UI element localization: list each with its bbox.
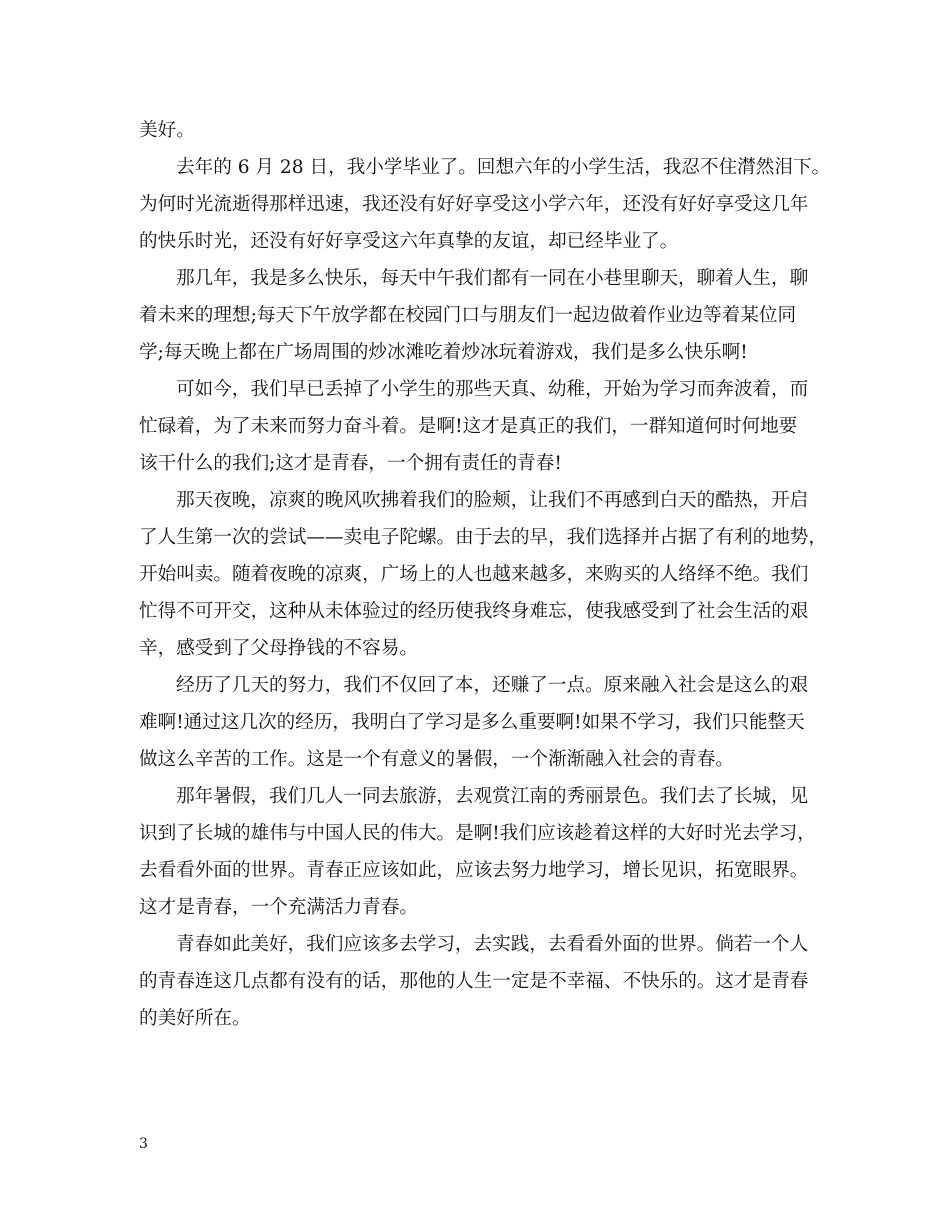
text-line: 着未来的理想;每天下午放学都在校园门口与朋友们一起边做着作业边等着某位同 [139,305,797,326]
text-line: 难啊!通过这几次的经历，我明白了学习是多么重要啊!如果不学习，我们只能整天 [139,712,805,733]
text-line: 忙得不可开交，这种从未体验过的经历使我终身难忘，使我感受到了社会生活的艰 [139,601,809,622]
text-line: 可如今，我们早已丢掉了小学生的那些天真、幼稚，开始为学习而奔波着，而 [176,379,809,400]
text-line: 辛，感受到了父母挣钱的不容易。 [139,638,418,659]
text-line: 去年的 6 月 28 日，我小学毕业了。回想六年的小学生活，我忍不住潸然泪下。 [176,157,831,178]
text-line: 美好。 [139,120,195,141]
text-line: 该干什么的我们;这才是青春，一个拥有责任的青春! [139,453,562,474]
text-line: 开始叫卖。随着夜晚的凉爽，广场上的人也越来越多，来购买的人络绎不绝。我们 [139,564,809,585]
text-line: 识到了长城的雄伟与中国人民的伟大。是啊!我们应该趁着这样的大好时光去学习， [139,823,816,844]
text-line: 这才是青春，一个充满活力青春。 [139,897,418,918]
document-body [139,112,831,1037]
text-line: 那年暑假，我们几人一同去旅游，去观赏江南的秀丽景色。我们去了长城，见 [176,786,809,807]
text-line: 学;每天晚上都在广场周围的炒冰滩吃着炒冰玩着游戏，我们是多么快乐啊! [139,342,748,363]
page-number: 3 [139,1136,148,1152]
text-line: 那几年，我是多么快乐，每天中午我们都有一同在小巷里聊天，聊着人生，聊 [176,268,809,289]
text-line: 的美好所在。 [139,1008,251,1029]
text-line: 去看看外面的世界。青春正应该如此，应该去努力地学习，增长见识，拓宽眼界。 [139,860,809,881]
text-line: 忙碌着，为了未来而努力奋斗着。是啊!这才是真正的我们，一群知道何时何地要 [139,416,798,437]
text-line: 为何时光流逝得那样迅速，我还没有好好享受这小学六年，还没有好好享受这几年 [139,194,809,215]
text-line: 做这么辛苦的工作。这是一个有意义的暑假，一个渐渐融入社会的青春。 [139,749,735,770]
text-line: 的快乐时光，还没有好好享受这六年真挚的友谊，却已经毕业了。 [139,231,679,252]
text-line: 青春如此美好，我们应该多去学习，去实践，去看看外面的世界。倘若一个人 [176,934,809,955]
text-line: 经历了几天的努力，我们不仅回了本，还赚了一点。原来融入社会是这么的艰 [176,675,809,696]
text-line: 的青春连这几点都有没有的话，那他的人生一定是不幸福、不快乐的。这才是青春 [139,971,809,992]
text-line: 了人生第一次的尝试——卖电子陀螺。由于去的早，我们选择并占据了有利的地势， [139,527,827,548]
text-line: 那天夜晚，凉爽的晚风吹拂着我们的脸颊，让我们不再感到白天的酷热，开启 [176,490,809,511]
